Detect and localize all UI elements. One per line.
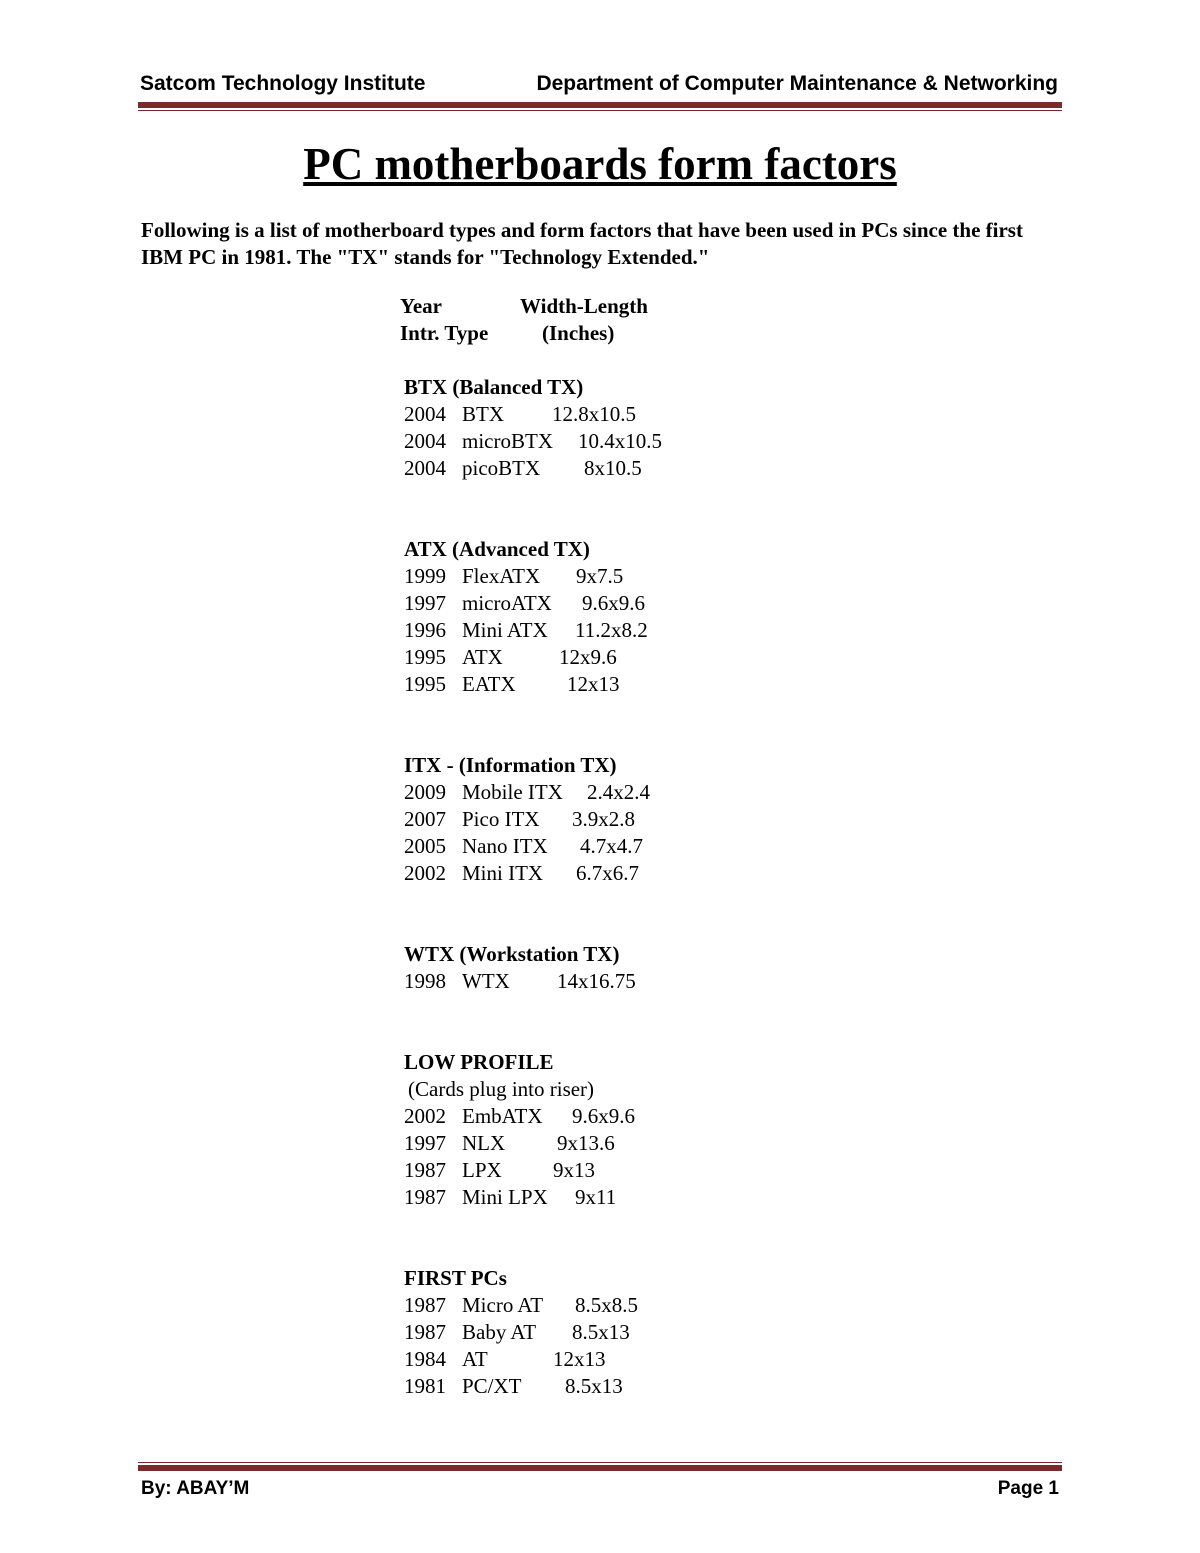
year-cell: ATX (Advanced TX) (404, 537, 590, 561)
year-cell: 1984 (404, 1347, 446, 1371)
header-rule-thin (138, 110, 1062, 111)
size-cell: 12x13 (553, 1347, 606, 1371)
year-cell: 1995 (404, 672, 446, 696)
type-cell: Nano ITX (462, 834, 548, 858)
type-cell: picoBTX (462, 456, 541, 480)
size-cell: 3.9x2.8 (572, 807, 635, 831)
table-row (400, 590, 800, 617)
year-cell: 1998 (404, 969, 446, 993)
institute-name: Satcom Technology Institute (140, 72, 426, 95)
size-cell: 4.7x4.7 (580, 834, 643, 858)
footer-rule-thin (138, 1462, 1062, 1463)
intro-paragraph: Following is a list of motherboard types and form factors that have been used in PCs since the first IBM PC in 1981. The "TX" stands for "Technology Extended." (141, 218, 1023, 269)
type-cell: Pico ITX (462, 807, 540, 831)
table-row (400, 1319, 800, 1346)
year-cell: ITX - (Information TX) (404, 753, 617, 777)
table-row (400, 401, 800, 428)
size-cell: 8.5x13 (565, 1374, 623, 1398)
page-header (138, 70, 1062, 100)
year-cell: 1997 (404, 1131, 446, 1155)
table-header-line-2 (400, 320, 800, 347)
year-cell: (Cards plug into riser) (408, 1077, 595, 1101)
table-row (400, 1130, 800, 1157)
year-cell: 2004 (404, 429, 446, 453)
type-cell: Mini ITX (462, 861, 544, 885)
form-factor-table (400, 293, 800, 1400)
year-cell: LOW PROFILE (404, 1050, 554, 1074)
type-cell: AT (462, 1347, 488, 1371)
type-cell: Mini LPX (462, 1185, 548, 1209)
type-cell: NLX (462, 1131, 506, 1155)
type-cell: PC/XT (462, 1374, 522, 1398)
table-row (400, 1157, 800, 1184)
size-cell: 9x7.5 (576, 564, 624, 588)
year-cell: 1997 (404, 591, 446, 615)
size-cell: 9x13 (553, 1158, 595, 1182)
year-cell: 2007 (404, 807, 446, 831)
group-title (400, 1265, 800, 1292)
group-title (400, 1049, 800, 1076)
page-number: Page 1 (997, 1478, 1059, 1499)
table-row (400, 428, 800, 455)
size-cell: 8x10.5 (584, 456, 642, 480)
year-cell: 1987 (404, 1185, 446, 1209)
type-cell: EATX (462, 672, 516, 696)
type-cell: BTX (462, 402, 504, 426)
department-name: Department of Computer Maintenance & Networking (536, 72, 1058, 95)
size-cell: 8.5x13 (572, 1320, 630, 1344)
year-cell: 1987 (404, 1158, 446, 1182)
table-row (400, 644, 800, 671)
header-year: Year (400, 294, 442, 318)
size-cell: 9x13.6 (557, 1131, 615, 1155)
type-cell: ATX (462, 645, 503, 669)
page-footer (138, 1478, 1062, 1504)
size-cell: 6.7x6.7 (576, 861, 639, 885)
header-rule (138, 102, 1062, 108)
header-width-length: Width-Length (520, 294, 648, 318)
year-cell: 2002 (404, 861, 446, 885)
table-row (400, 968, 800, 995)
table-row (400, 617, 800, 644)
type-cell: EmbATX (462, 1104, 543, 1128)
year-cell: BTX (Balanced TX) (404, 375, 584, 399)
table-row (400, 1103, 800, 1130)
size-cell: 11.2x8.2 (575, 618, 648, 642)
size-cell: 14x16.75 (557, 969, 636, 993)
size-cell: 12x13 (567, 672, 620, 696)
group-note (400, 1076, 800, 1103)
size-cell: 9.6x9.6 (582, 591, 645, 615)
size-cell: 12x9.6 (559, 645, 617, 669)
table-row (400, 455, 800, 482)
year-cell: WTX (Workstation TX) (404, 942, 620, 966)
table-row (400, 1292, 800, 1319)
table-row (400, 671, 800, 698)
size-cell: 10.4x10.5 (578, 429, 662, 453)
author-label: By: ABAY’M (141, 1478, 250, 1499)
size-cell: 2.4x2.4 (587, 780, 650, 804)
year-cell: 2005 (404, 834, 446, 858)
table-row (400, 779, 800, 806)
type-cell: Mobile ITX (462, 780, 563, 804)
year-cell: 1987 (404, 1293, 446, 1317)
size-cell: 9x11 (575, 1185, 617, 1209)
table-row (400, 1184, 800, 1211)
table-row (400, 806, 800, 833)
table-row (400, 1346, 800, 1373)
header-inches: (Inches) (542, 321, 615, 345)
year-cell: 2004 (404, 402, 446, 426)
group-title (400, 752, 800, 779)
table-row (400, 833, 800, 860)
table-row (400, 563, 800, 590)
year-cell: 2004 (404, 456, 446, 480)
type-cell: Mini ATX (462, 618, 548, 642)
year-cell: 1996 (404, 618, 446, 642)
year-cell: 1995 (404, 645, 446, 669)
group-title (400, 374, 800, 401)
table-row (400, 860, 800, 887)
year-cell: 2009 (404, 780, 446, 804)
year-cell: 1987 (404, 1320, 446, 1344)
table-header-line-1 (400, 293, 800, 320)
year-cell: FIRST PCs (404, 1266, 507, 1290)
size-cell: 12.8x10.5 (552, 402, 636, 426)
year-cell: 2002 (404, 1104, 446, 1128)
footer-rule (138, 1465, 1062, 1471)
type-cell: WTX (462, 969, 510, 993)
type-cell: microATX (462, 591, 552, 615)
size-cell: 9.6x9.6 (572, 1104, 635, 1128)
group-title (400, 536, 800, 563)
type-cell: FlexATX (462, 564, 541, 588)
type-cell: Baby AT (462, 1320, 537, 1344)
type-cell: Micro AT (462, 1293, 544, 1317)
year-cell: 1981 (404, 1374, 446, 1398)
page-title: PC motherboards form factors (303, 139, 897, 189)
group-title (400, 941, 800, 968)
year-cell: 1999 (404, 564, 446, 588)
header-intr-type: Intr. Type (400, 321, 489, 345)
size-cell: 8.5x8.5 (575, 1293, 638, 1317)
table-row (400, 1373, 800, 1400)
type-cell: microBTX (462, 429, 553, 453)
type-cell: LPX (462, 1158, 502, 1182)
